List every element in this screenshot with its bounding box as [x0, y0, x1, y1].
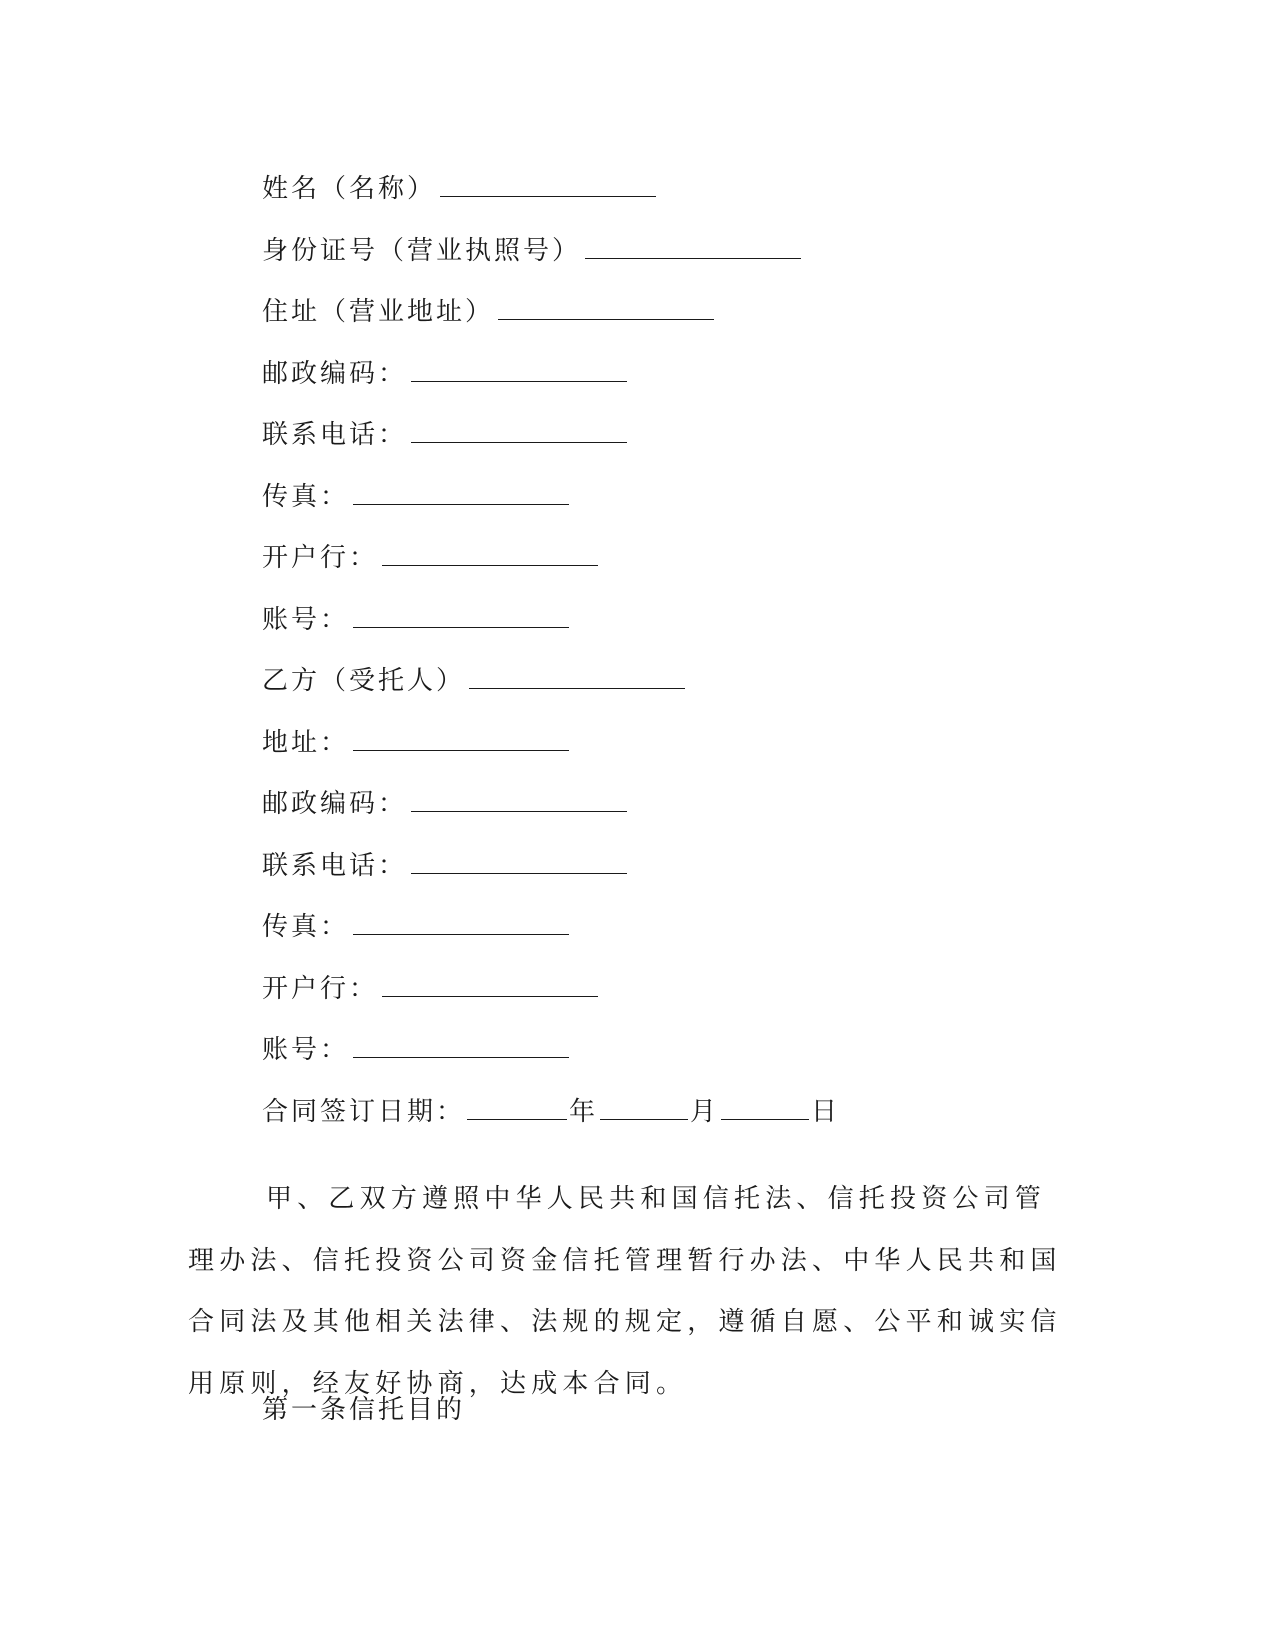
field-bank: [262, 531, 840, 593]
day-blank[interactable]: [721, 1095, 809, 1120]
field-id-number: [262, 224, 840, 286]
fill-in-blank[interactable]: [411, 849, 627, 874]
field-signing-date: [262, 1085, 840, 1147]
month-blank[interactable]: [600, 1095, 688, 1120]
field-b-postal-code: [262, 777, 840, 839]
fill-in-blank[interactable]: [353, 910, 569, 935]
year-label: 年: [569, 1096, 599, 1127]
field-label: 开户行：: [262, 543, 379, 573]
fill-in-blank[interactable]: [353, 1033, 569, 1058]
field-label: 联系电话：: [262, 850, 408, 881]
field-label: 住址（营业地址）: [262, 297, 495, 327]
field-label: 邮政编码：: [262, 358, 408, 389]
field-label: 开户行：: [262, 973, 379, 1004]
fill-in-blank[interactable]: [411, 418, 627, 443]
field-address: [262, 285, 840, 347]
field-label: 邮政编码：: [262, 789, 408, 819]
field-label: 身份证号（营业执照号）: [262, 235, 582, 266]
preamble-paragraph: 甲、乙双方遵照中华人民共和国信托法、信托投资公司管理办法、信托投资公司资金信托管理暂行办法、中华人民共和国合同法及其他相关法律、法规的规定，遵循自愿、公平和诚实信用原则，经友好协商，达成本合同。: [188, 1184, 1062, 1399]
fill-in-blank[interactable]: [382, 972, 598, 997]
field-label: 传真：: [262, 912, 350, 942]
fill-in-blank[interactable]: [353, 726, 569, 751]
section-heading: 第一条信托目的: [262, 1395, 466, 1425]
field-label: 账号：: [262, 604, 350, 635]
fill-in-blank[interactable]: [411, 787, 627, 812]
field-account: [262, 593, 840, 655]
fill-in-blank[interactable]: [411, 357, 627, 382]
field-label: 合同签订日期：: [262, 1096, 466, 1127]
fill-in-blank[interactable]: [353, 603, 569, 628]
field-label: 传真：: [262, 481, 350, 512]
field-postal-code: [262, 347, 840, 409]
field-fax: [262, 470, 840, 532]
field-label: 姓名（名称）: [262, 174, 437, 204]
field-label: 地址：: [262, 727, 350, 758]
field-label: 账号：: [262, 1035, 350, 1065]
field-b-bank: [262, 962, 840, 1024]
fill-in-blank[interactable]: [469, 664, 685, 689]
field-phone: [262, 408, 840, 470]
field-b-fax: [262, 900, 840, 962]
fill-in-blank[interactable]: [585, 234, 801, 259]
field-name: [262, 162, 840, 224]
month-label: 月: [690, 1096, 720, 1127]
fill-in-blank[interactable]: [382, 541, 598, 566]
field-b-address: [262, 716, 840, 778]
field-label: 乙方（受托人）: [262, 666, 466, 696]
day-label: 日: [811, 1096, 841, 1127]
field-label: 联系电话：: [262, 420, 408, 450]
fill-in-blank[interactable]: [440, 172, 656, 197]
year-blank[interactable]: [467, 1095, 567, 1120]
fill-in-blank[interactable]: [353, 480, 569, 505]
party-info-form: [262, 162, 840, 1146]
field-party-b: [262, 654, 840, 716]
field-b-account: [262, 1023, 840, 1085]
fill-in-blank[interactable]: [498, 295, 714, 320]
field-b-phone: [262, 839, 840, 901]
